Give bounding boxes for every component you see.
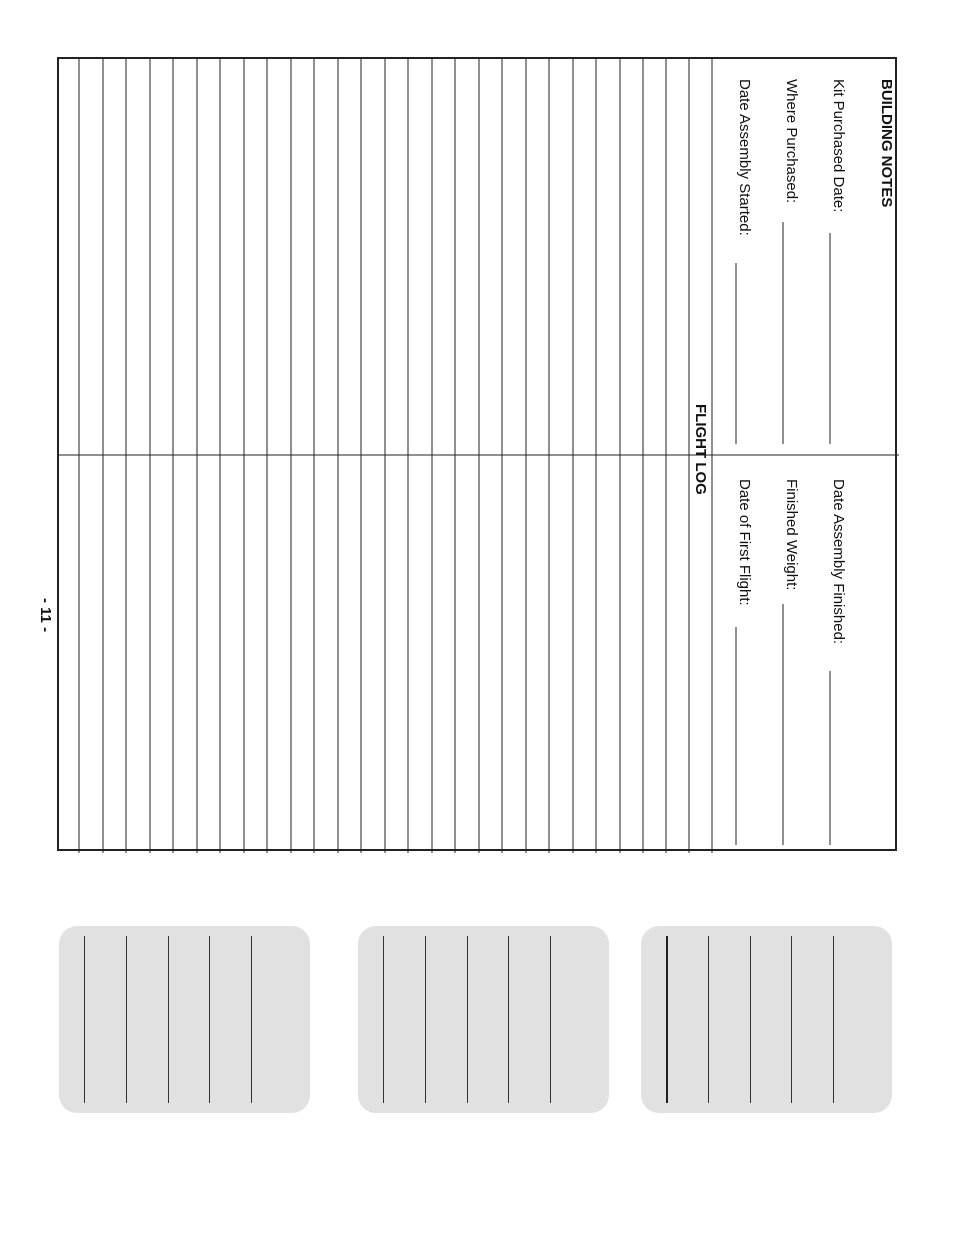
date-assembly-started-label: Date Assembly Started: xyxy=(736,79,753,236)
kit-purchased-date-label: Kit Purchased Date: xyxy=(830,79,847,213)
panel-rule xyxy=(383,936,384,1103)
panel-rule xyxy=(425,936,426,1103)
panel-rule xyxy=(550,936,551,1103)
where-purchased-label: Where Purchased: xyxy=(783,79,800,204)
building-notes-heading: BUILDING NOTES xyxy=(878,79,895,208)
panel-rule xyxy=(168,936,169,1103)
panel-rule xyxy=(750,936,751,1103)
panel-rule xyxy=(126,936,127,1103)
page-number: - 11 - xyxy=(37,598,54,633)
panel-rule xyxy=(708,936,709,1103)
flight-log-heading: FLIGHT LOG xyxy=(692,404,709,495)
notes-panel-1 xyxy=(59,926,310,1113)
notes-panel-2 xyxy=(358,926,609,1113)
panel-rule xyxy=(209,936,210,1103)
panel-rule xyxy=(508,936,509,1103)
log-form xyxy=(57,57,897,851)
panel-rule xyxy=(467,936,468,1103)
date-of-first-flight-label: Date of First Flight: xyxy=(736,479,753,606)
form-rules xyxy=(59,59,899,853)
panel-rule xyxy=(833,936,834,1103)
panel-rule xyxy=(791,936,792,1103)
finished-weight-label: Finished Weight: xyxy=(783,479,800,591)
notes-panel-3 xyxy=(641,926,892,1113)
panel-rule xyxy=(666,936,668,1103)
date-assembly-finished-label: Date Assembly Finished: xyxy=(830,479,847,645)
panel-rule xyxy=(84,936,85,1103)
panel-rule xyxy=(251,936,252,1103)
